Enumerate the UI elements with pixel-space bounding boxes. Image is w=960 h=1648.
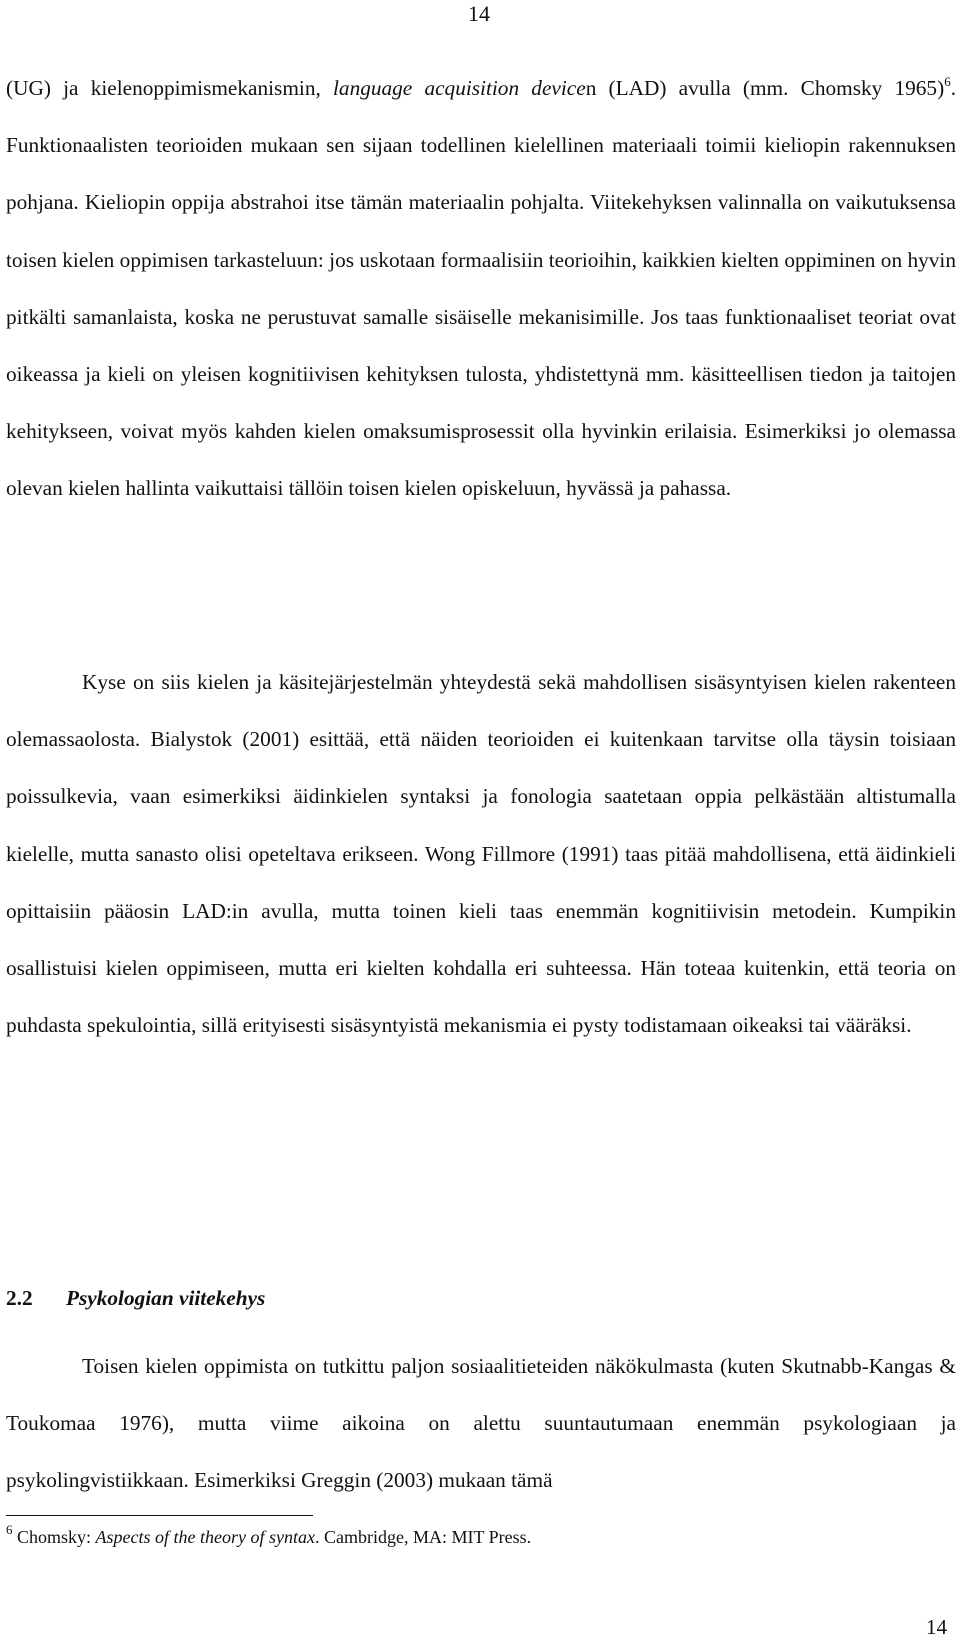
footnote-marker: 6 [6,1522,13,1537]
footnote-prefix: Chomsky: [12,1527,96,1547]
page-number-top: 14 [468,1,490,26]
para1-text-c: . Funktionaalisten teorioiden mukaan sen sijaan todellinen kielellinen materiaali toimii kieliopin rakennuksen pohjana. Kieliopin oppija abstrahoi itse tämän materiaalin pohjalta. Viitekehyksen valinnalla on vaikutuksensa toisen kielen oppimisen tarkasteluun: jos uskotaan formaalisiin teorioihin, kaikkien kielten oppiminen on hyvin pitkälti samanlaista, koska ne perustuvat samalle sisäiselle mekanisimille. Jos taas funktionaaliset teoriat ovat oikeassa ja kieli on yleisen kognitiivisen kehityksen tulosta, yhdistettynä mm. käsitteellisen tiedon ja taitojen kehitykseen, voivat myös kahden kielen omaksumisprosessit olla hyvinkin erilaisia. Esimerkiksi jo olemassa olevan kielen hallinta vaikuttaisi tällöin toisen kielen opiskeluun, hyvässä ja pahassa. [6,76,957,501]
footnote-book-title: Aspects of the theory of syntax [95,1527,315,1547]
section-title: Psykologian viitekehys [66,1286,266,1310]
footnote-reference[interactable]: 6 [944,74,951,89]
para1-italic-term: language acquisition device [333,76,586,100]
paragraph-3: Toisen kielen oppimista on tutkittu paljon sosiaalitieteiden näkökulmasta (kuten Skutnabb-Kangas & Toukomaa 1976), mutta viime aikoina on alettu suuntautumaan enemmän psykologiaan ja psykolingvistiikkaan. Esimerkiksi Greggin (2003) mukaan tämä [6,1354,956,1493]
footnote [6,1524,946,1550]
para1-text-a: (UG) ja kielenoppimismekanismin, [6,76,333,100]
paragraph-2: Kyse on siis kielen ja käsitejärjestelmän yhteydestä sekä mahdollisen sisäsyntyisen kielen rakenteen olemassaolosta. Bialystok (2001) esittää, että näiden teorioiden ei kuitenkaan tarvitse olla täysin toisiaan poissulkevia, vaan esimerkiksi äidinkielen syntaksi ja fonologia saatetaan oppia pelkästään altistumalla kielelle, mutta sanasto olisi opeteltava erikseen. Wong Fillmore (1991) taas pitää mahdollisena, että äidinkieli opittaisiin pääosin LAD:in avulla, mutta toinen kieli taas enemmän kognitiivisin metodein. Kumpikin osallistuisi kielen oppimiseen, mutta eri kielten kohdalla eri suhteessa. Hän toteaa kuitenkin, että teoria on puhdasta spekulointia, sillä erityisesti sisäsyntyistä mekanismia ei pysty todistamaan oikeaksi tai vääräksi. [6,670,956,1038]
footnote-suffix: . Cambridge, MA: MIT Press. [314,1527,532,1547]
section-heading [6,1280,265,1316]
footnote-divider [6,1515,313,1516]
paragraph-1 [6,60,956,518]
page-number-bottom: 14 [926,1615,947,1639]
para1-text-b: n (LAD) avulla (mm. Chomsky 1965) [585,76,945,100]
section-number: 2.2 [6,1286,33,1310]
